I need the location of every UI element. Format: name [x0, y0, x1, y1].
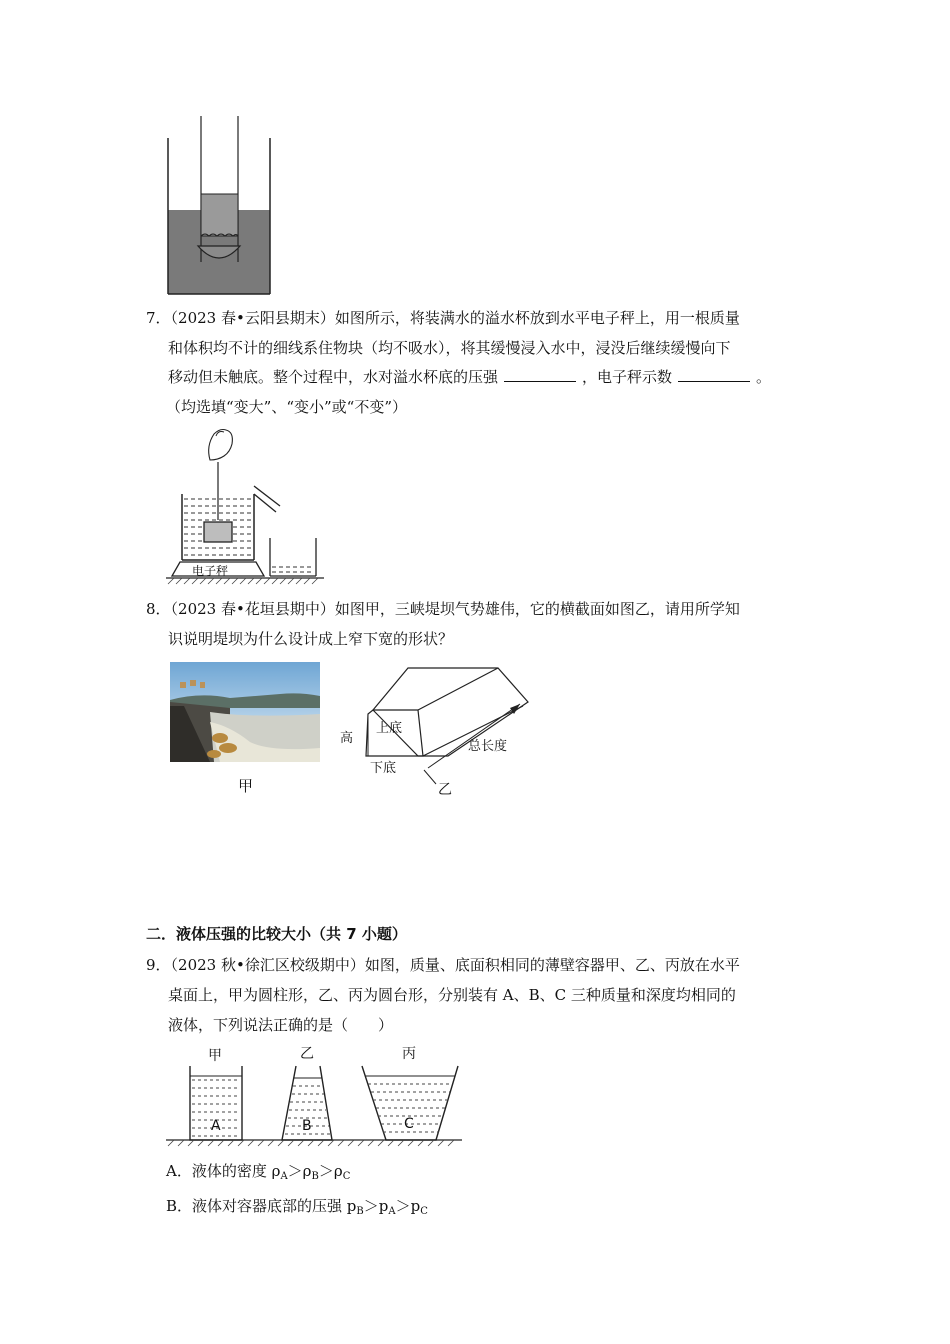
- q8-text-line1: （2023 春•花垣县期中）如图甲，三峡堤坝气势雄伟，它的横截面如图乙，请用所学知: [170, 600, 740, 618]
- q7-text-line1: （2023 春•云阳县期末）如图所示，将装满水的溢水杯放到水平电子秤上，用一根质量: [170, 309, 740, 327]
- q7-text-line2: 和体积均不计的细线系住物块（均不吸水），将其缓慢浸入水中，浸没后继续缓慢向下: [168, 339, 731, 357]
- container-label-jia: 甲: [208, 1048, 222, 1064]
- container-label-yi: 乙: [300, 1046, 314, 1062]
- q7-text-line4: （均选填“变大”、“变小”或“不变”）: [166, 398, 408, 416]
- q9-text-line2: 桌面上，甲为圆柱形，乙、丙为圆台形，分别装有 A、B、C 三种质量和深度均相同的: [168, 986, 736, 1004]
- figure-overflow-cup-scale: [166, 424, 326, 586]
- scale-label: 电子秤: [192, 564, 229, 578]
- caption-yi: 乙: [438, 782, 452, 798]
- label-total-length: 总长度: [468, 739, 508, 754]
- q7-text-line3b: ，电子秤示数: [582, 368, 673, 386]
- q8-number: 8．: [146, 600, 171, 618]
- q9-option-b-text: B．液体对容器底部的压强: [166, 1197, 347, 1215]
- q9-number: 9．: [146, 956, 171, 974]
- q7-text-line3c: 。: [756, 368, 772, 386]
- label-height: 高: [340, 731, 354, 746]
- section-2-title: 二．液体压强的比较大小（共 7 小题）: [146, 925, 407, 943]
- q8-text-line2: 识说明堤坝为什么设计成上窄下宽的形状？: [168, 630, 454, 648]
- q9-text-line1: （2023 秋•徐汇区校级期中）如图，质量、底面积相同的薄壁容器甲、乙、丙放在水平: [170, 956, 740, 974]
- q9-option-a-text: A．液体的密度: [166, 1162, 272, 1180]
- figure-three-containers: [164, 1042, 464, 1152]
- q7-answer-blank-pressure[interactable]: [504, 367, 576, 382]
- q7-answer-blank-scale[interactable]: [678, 367, 750, 382]
- liquid-label-c: C: [404, 1116, 414, 1132]
- figure-cylinder-in-water: [160, 112, 280, 298]
- liquid-label-a: A: [211, 1118, 221, 1134]
- label-top-base: 上底: [376, 721, 403, 736]
- label-bottom-base: 下底: [370, 761, 397, 776]
- liquid-label-b: B: [302, 1118, 312, 1134]
- figure-dam-cross-section: [338, 660, 538, 800]
- q9-option-a[interactable]: A．液体的密度 $\rho_A>\rho_B>\rho_C$: [166, 1162, 351, 1182]
- q9-option-b[interactable]: B．液体对容器底部的压强 $p_B>p_A>p_C$: [166, 1197, 428, 1217]
- caption-jia: 甲: [238, 777, 254, 795]
- container-label-bing: 丙: [402, 1046, 416, 1062]
- photo-three-gorges-dam: [170, 662, 320, 762]
- q7-number: 7．: [146, 309, 171, 327]
- q9-text-line3: 液体，下列说法正确的是（ ）: [168, 1016, 394, 1034]
- q7-text-line3a: 移动但未触底。整个过程中，水对溢水杯底的压强: [168, 368, 499, 386]
